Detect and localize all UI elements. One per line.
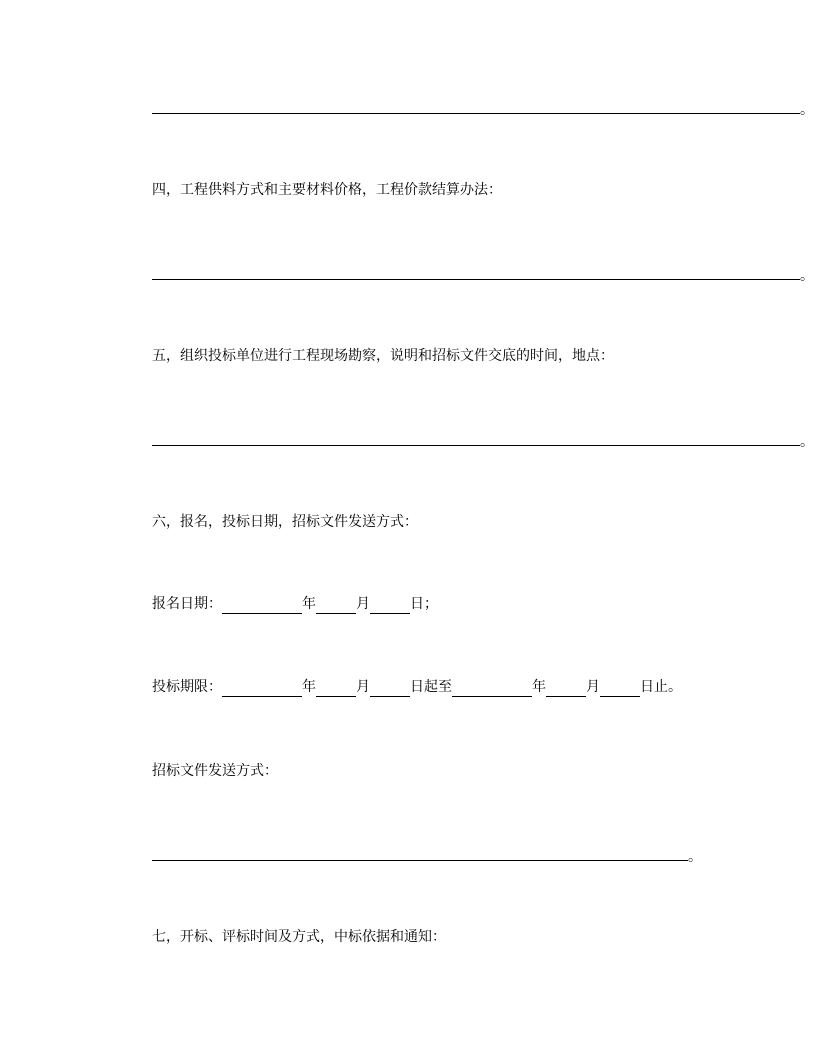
registration-day-unit: 日； (410, 596, 438, 612)
registration-label: 报名日期： (152, 596, 222, 612)
bid-start-day-blank (370, 680, 410, 697)
section-5-heading: 五，组织投标单位进行工程现场勘察，说明和招标文件交底的时间，地点： (152, 348, 614, 364)
fill-line-3 (152, 445, 800, 446)
bid-end-day-blank (600, 680, 640, 697)
line-end-period-2: 。 (800, 268, 814, 284)
bid-start-month-blank (316, 680, 356, 697)
fill-line-1 (152, 113, 800, 114)
bid-end-day-unit: 日止。 (640, 679, 682, 695)
registration-day-blank (370, 597, 410, 614)
bid-period-label: 投标期限： (152, 679, 222, 695)
bid-start-day-unit: 日起至 (410, 679, 452, 695)
line-end-period-1: 。 (800, 102, 814, 118)
registration-month-blank (316, 597, 356, 614)
line-end-period-3: 。 (800, 434, 814, 450)
registration-year-unit: 年 (302, 596, 316, 612)
bid-end-year-unit: 年 (532, 679, 546, 695)
registration-year-blank (222, 597, 302, 614)
section-7-heading: 七，开标、评标时间及方式，中标依据和通知： (152, 929, 446, 945)
bid-end-year-blank (452, 680, 532, 697)
delivery-method-label: 招标文件发送方式： (152, 763, 278, 779)
fill-line-4 (152, 860, 688, 861)
bid-start-year-unit: 年 (302, 679, 316, 695)
bid-end-month-unit: 月 (586, 679, 600, 695)
registration-date-row (152, 594, 438, 614)
section-4-heading: 四，工程供料方式和主要材料价格，工程价款结算办法： (152, 182, 502, 198)
fill-line-2 (152, 279, 800, 280)
bid-end-month-blank (546, 680, 586, 697)
registration-month-unit: 月 (356, 596, 370, 612)
line-end-period-4: 。 (688, 849, 702, 865)
bid-start-month-unit: 月 (356, 679, 370, 695)
section-6-heading: 六，报名，投标日期，招标文件发送方式： (152, 514, 418, 530)
bid-start-year-blank (222, 680, 302, 697)
bid-period-row (152, 677, 682, 697)
